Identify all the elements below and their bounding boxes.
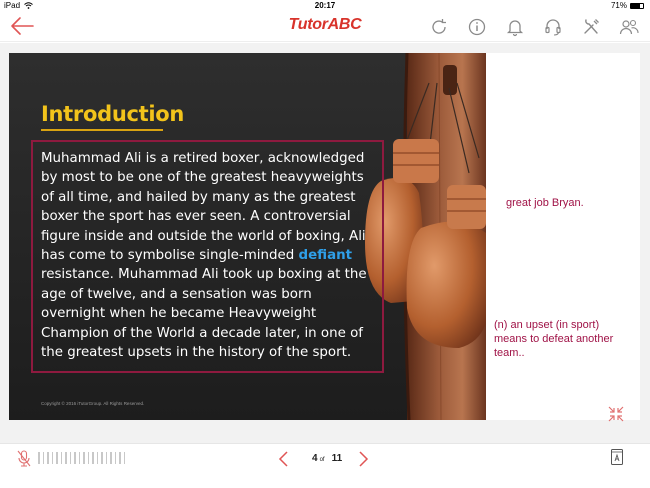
- level-bar: [115, 452, 117, 464]
- next-page-button[interactable]: [356, 449, 370, 469]
- tutor-note-2: (n) an upset (in sport) means to defeat another team..: [494, 319, 614, 359]
- status-right: [611, 1, 644, 10]
- level-bar: [119, 452, 121, 464]
- tools-button[interactable]: [580, 16, 602, 38]
- level-bar: [70, 452, 72, 464]
- chevron-left-icon: [277, 449, 291, 469]
- level-bar: [88, 452, 90, 464]
- slide-body-text: [41, 149, 371, 362]
- level-bar: [52, 452, 54, 464]
- slide-copyright: Copyright © 2016 iTutorGroup. All Rights Reserved.: [41, 401, 145, 406]
- brand-logo: TutorABC: [288, 16, 362, 33]
- app-header: [0, 12, 650, 42]
- level-bar: [110, 452, 112, 464]
- headset-icon: [543, 17, 563, 37]
- chevron-right-icon: [356, 449, 370, 469]
- body-text-start: Muhammad Ali is a retired boxer, acknowledged by most to be one of the greatest heavyweights of all time, and hailed by many as the greatest boxer the sport has ever seen. A controversial figure inside and outside the world of boxing, Ali has come to symbolise single-minded: [41, 151, 366, 264]
- level-bar: [65, 452, 67, 464]
- level-bar: [79, 452, 81, 464]
- battery-percent: 71%: [610, 1, 627, 10]
- total-pages: 11: [331, 453, 343, 464]
- level-bar: [47, 452, 49, 464]
- level-bar: [97, 452, 99, 464]
- prev-page-button[interactable]: [277, 449, 291, 469]
- level-bar: [56, 452, 58, 464]
- bell-icon: [505, 17, 525, 37]
- mute-mic-button[interactable]: [16, 449, 32, 469]
- refresh-button[interactable]: [428, 16, 450, 38]
- audio-level-meter: [38, 452, 125, 464]
- info-icon: [467, 17, 487, 37]
- page-indicator: [312, 453, 342, 464]
- textbook-icon: [610, 448, 624, 466]
- tools-icon: [581, 17, 601, 37]
- participants-button[interactable]: [618, 16, 640, 38]
- support-button[interactable]: [542, 16, 564, 38]
- bottom-toolbar: [0, 443, 650, 488]
- title-underline: [41, 129, 163, 131]
- page-of-label: of: [319, 457, 325, 463]
- collapse-button[interactable]: [607, 405, 625, 423]
- participants-icon: [618, 17, 640, 37]
- vocab-highlight[interactable]: defiant: [298, 248, 353, 264]
- info-button[interactable]: [466, 16, 488, 38]
- device-name: iPad: [4, 1, 21, 10]
- current-page: 4: [312, 453, 318, 464]
- notes-panel: [486, 53, 640, 420]
- level-bar: [61, 452, 63, 464]
- level-bar: [74, 452, 76, 464]
- body-text-end: resistance. Muhammad Ali took up boxing at the age of twelve, and a sensation was born overnight when he became Heavyweight Champion of the World a decade later, in one of the greatest upsets in the history of the sport.: [41, 267, 367, 361]
- status-time: 20:17: [314, 1, 336, 10]
- textbook-button[interactable]: [610, 448, 624, 466]
- classroom-content: [0, 43, 650, 443]
- collapse-icon: [607, 405, 625, 423]
- slide-title: Introduction: [41, 102, 185, 126]
- level-bar: [101, 452, 103, 464]
- tutor-note-1: great job Bryan.: [506, 197, 584, 209]
- notifications-button[interactable]: [504, 16, 526, 38]
- level-bar: [106, 452, 108, 464]
- level-bar: [92, 452, 94, 464]
- level-bar: [124, 452, 126, 464]
- refresh-icon: [429, 17, 449, 37]
- battery-icon: [630, 3, 644, 9]
- lesson-slide: [9, 53, 486, 420]
- level-bar: [83, 452, 85, 464]
- mic-muted-icon: [16, 449, 32, 469]
- header-toolbar: [428, 16, 640, 38]
- level-bar: [38, 452, 40, 464]
- level-bar: [43, 452, 45, 464]
- status-bar: [0, 0, 650, 12]
